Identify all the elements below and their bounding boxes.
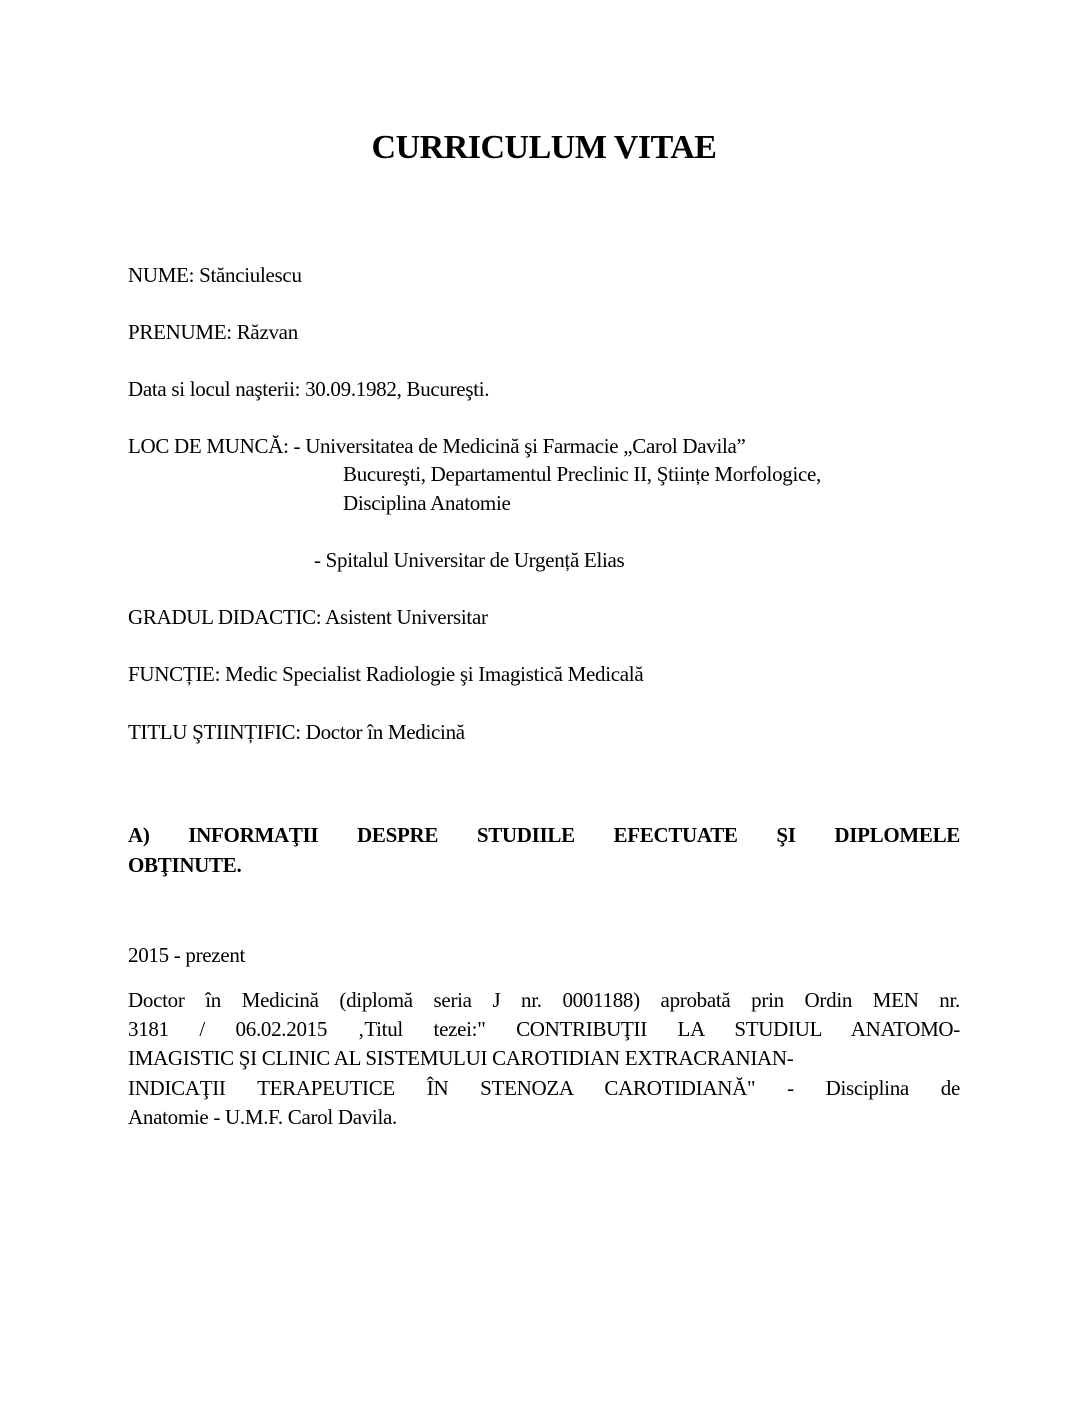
section-a-heading-cont: OBŢINUTE. [128,853,242,877]
field-title: TITLU ŞTIINȚIFIC: Doctor în Medicină [128,720,465,744]
field-grade: GRADUL DIDACTIC: Asistent Universitar [128,605,488,629]
period: 2015 - prezent [128,943,246,967]
paragraph-line: IMAGISTIC ŞI CLINIC AL SISTEMULUI CAROTIDIAN EXTRACRANIAN- [128,1046,794,1070]
paragraph-line: Anatomie - U.M.F. Carol Davila. [128,1105,397,1129]
field-nume: NUME: Stănciulescu [128,263,302,287]
field-workplace-line3: Disciplina Anatomie [343,491,511,515]
field-workplace-line4: - Spitalul Universitar de Urgență Elias [314,548,625,572]
paragraph-line: INDICAŢII TERAPEUTICE ÎN STENOZA CAROTIDIANĂ" - Disciplina de [128,1076,960,1100]
field-workplace-line1: LOC DE MUNCĂ: - Universitatea de Medicină şi Farmacie „Carol Davila” [128,434,746,458]
field-function: FUNCȚIE: Medic Specialist Radiologie şi Imagistică Medicală [128,662,644,686]
paragraph-line: Doctor în Medicină (diplomă seria J nr. 0001188) aprobată prin Ordin MEN nr. [128,988,960,1012]
section-a-heading: A) INFORMAŢII DESPRE STUDIILE EFECTUATE ŞI DIPLOMELE [128,823,960,847]
field-workplace-line2: Bucureşti, Departamentul Preclinic II, Ştiințe Morfologice, [343,462,821,486]
field-birth: Data si locul naşterii: 30.09.1982, Bucureşti. [128,377,490,401]
page-title: CURRICULUM VITAE [371,129,717,166]
field-prenume: PRENUME: Răzvan [128,320,298,344]
paragraph-line: 3181 / 06.02.2015 ‚Titul tezei:" CONTRIBUŢII LA STUDIUL ANATOMO- [128,1017,960,1041]
